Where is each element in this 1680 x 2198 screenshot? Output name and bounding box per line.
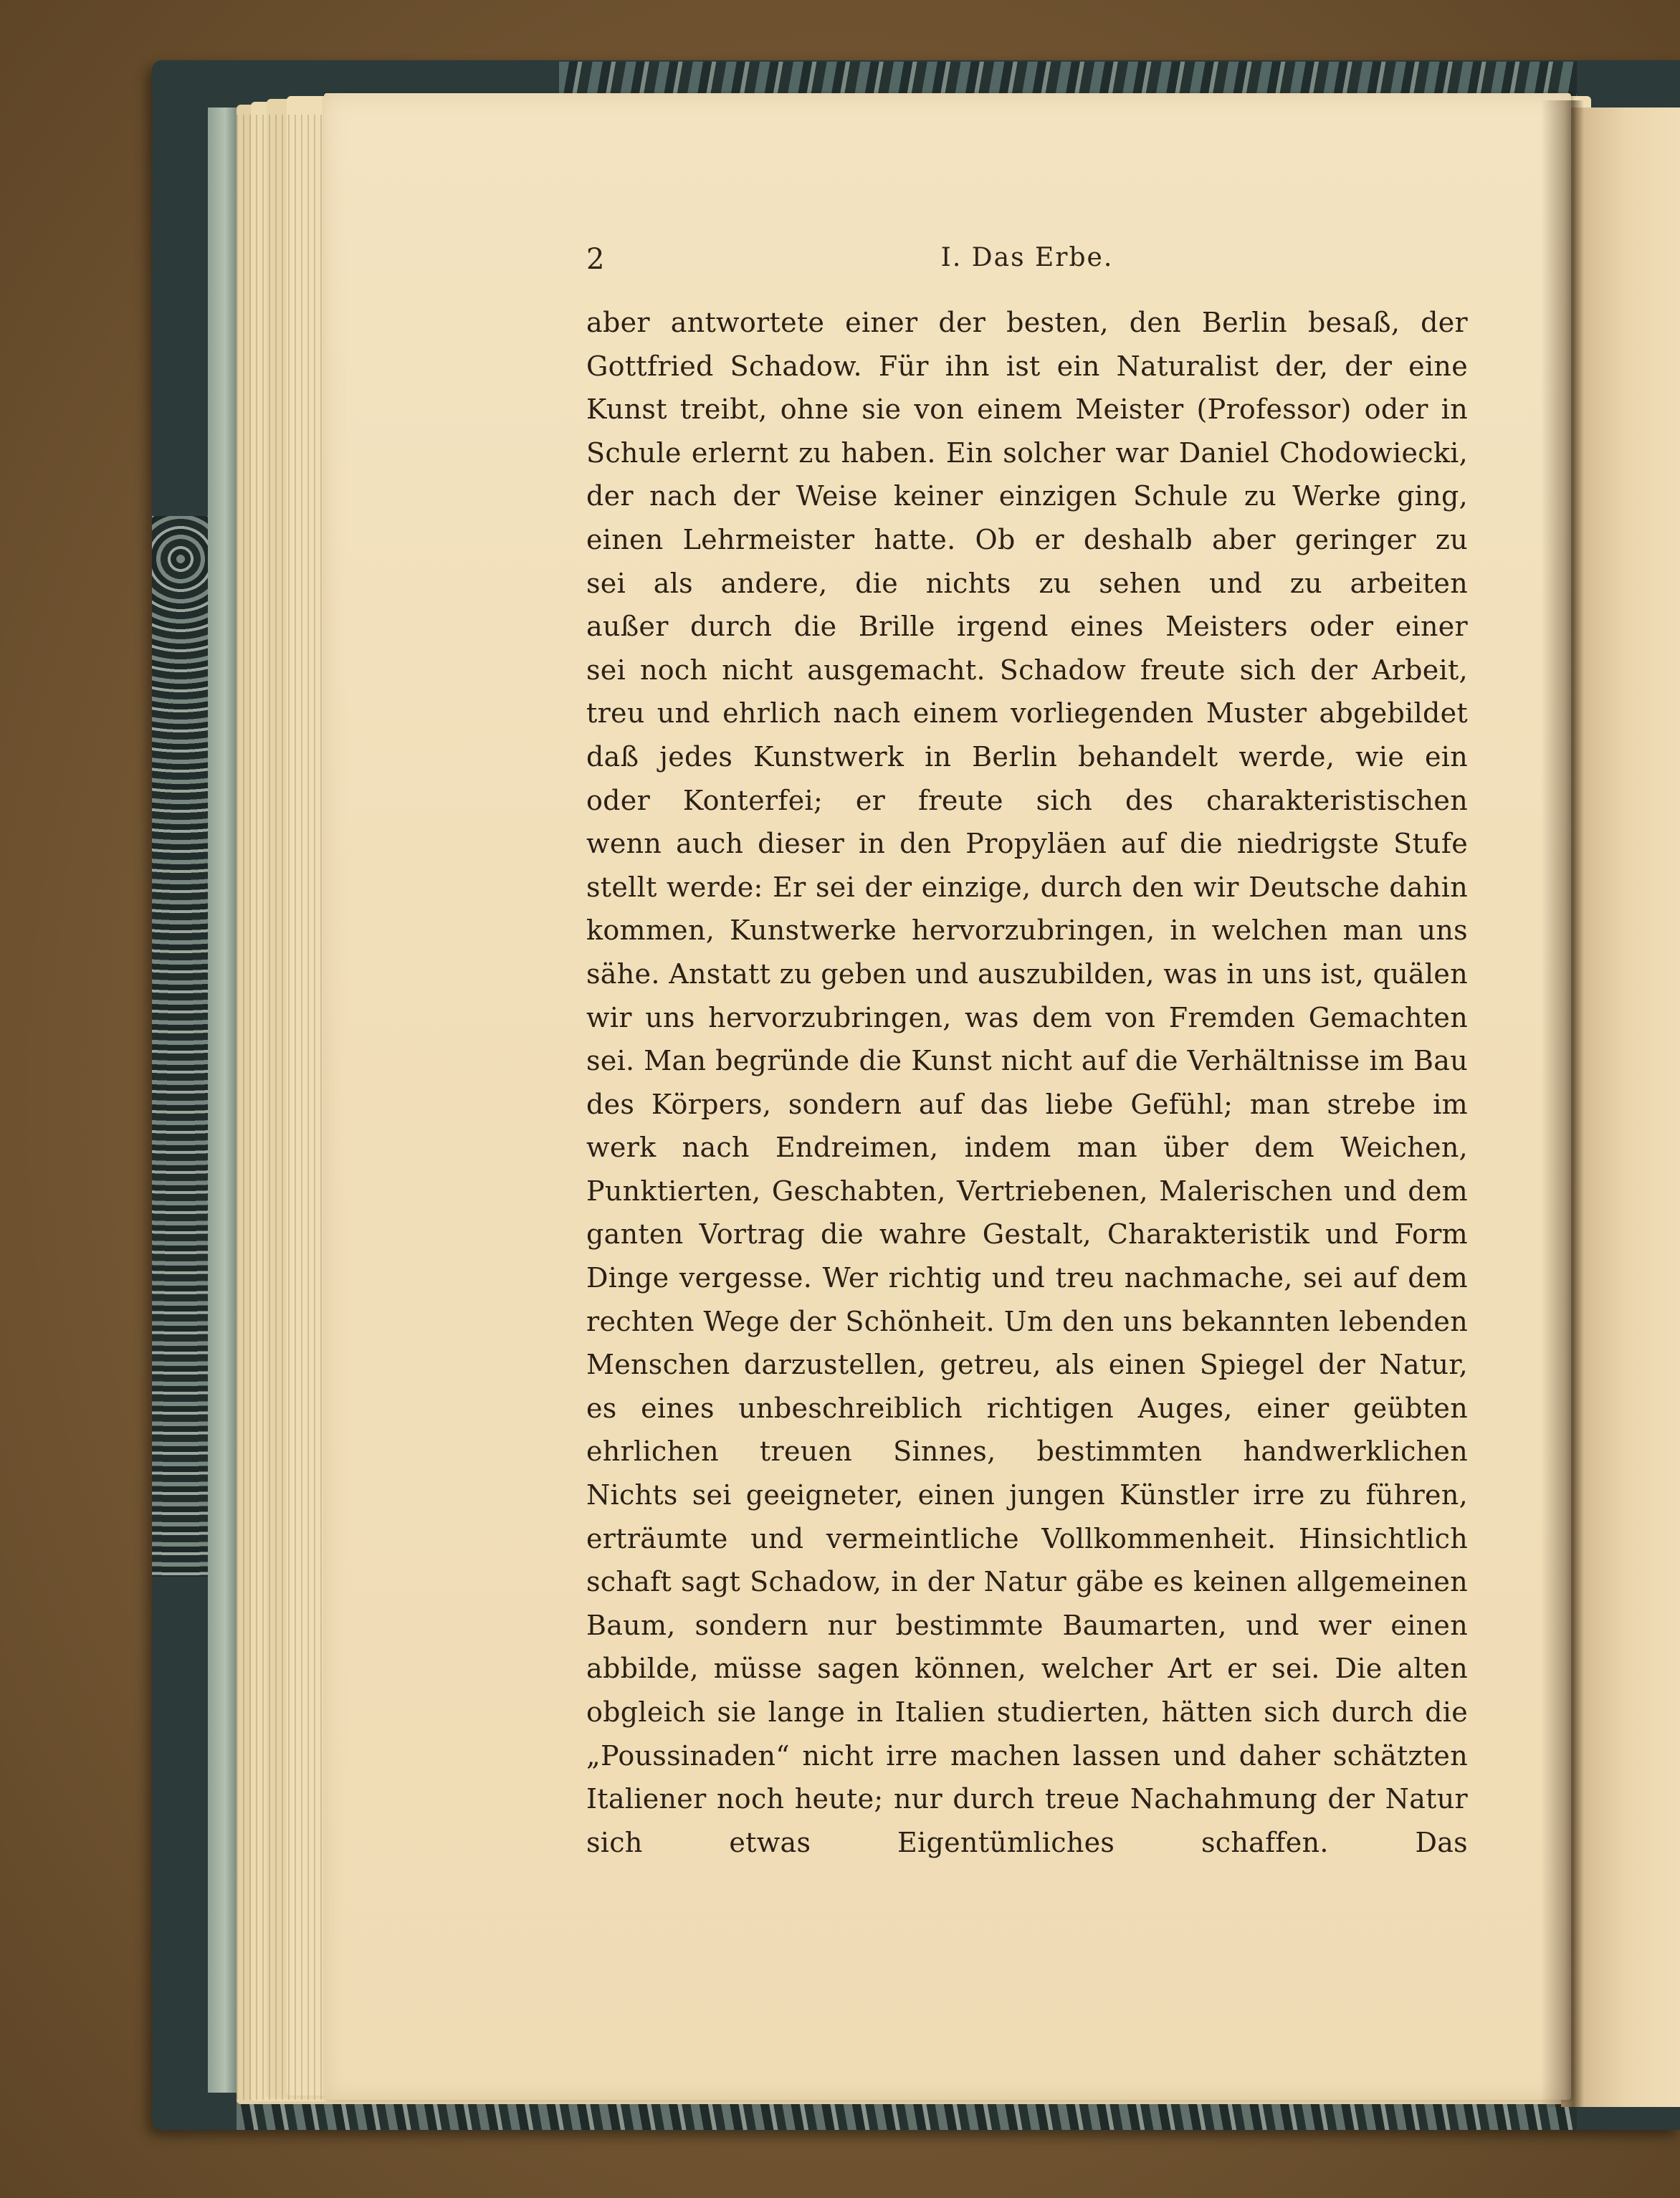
text-line xyxy=(586,1517,1468,1561)
text-line xyxy=(586,692,1468,735)
text-line-content: abbilde, müsse sagen können, welcher Art er sei. Die alten xyxy=(586,1653,1468,1685)
text-line-content: sei als andere, die nichts zu sehen und zu arbeiten xyxy=(586,567,1468,599)
text-line-content: ganten Vortrag die wahre Gestalt, Charakteristik und Form xyxy=(586,1218,1468,1251)
text-line-content: Gottfried Schadow. Für ihn ist ein Naturalist der, der eine xyxy=(586,350,1468,382)
text-line-content: treu und ehrlich nach einem vorliegenden Muster abgebildet xyxy=(586,697,1468,730)
text-line-content: oder Konterfei; er freute sich des charakteristischen xyxy=(586,784,1468,816)
text-line-content: Menschen darzustellen, getreu, als einen Spiegel der Natur, xyxy=(586,1349,1468,1381)
text-line xyxy=(586,518,1468,562)
text-line xyxy=(586,952,1468,996)
text-line-content: einen Lehrmeister hatte. Ob er deshalb aber geringer zu xyxy=(586,523,1468,555)
text-line xyxy=(586,388,1468,431)
text-line-content: außer durch die Brille irgend eines Meisters oder einer xyxy=(586,611,1468,643)
text-line-content: kommen, Kunstwerke hervorzubringen, in welchen man uns xyxy=(586,914,1468,947)
chapter-title: I. Das Erbe. xyxy=(940,243,1114,272)
text-line xyxy=(586,1560,1468,1604)
text-line xyxy=(586,1387,1468,1430)
text-line-content: wenn auch dieser in den Propyläen auf die niedrigste Stufe xyxy=(586,828,1468,860)
text-line-content: sei. Man begründe die Kunst nicht auf die Verhältnisse im Bau xyxy=(586,1045,1468,1077)
text-line-content: es eines unbeschreiblich richtigen Auges, einer geübten xyxy=(586,1392,1468,1424)
text-line xyxy=(586,649,1468,692)
text-line-content: Schule erlernt zu haben. Ein solcher war Daniel Chodowiecki, xyxy=(586,436,1468,469)
text-line xyxy=(586,345,1468,388)
text-line-content: Baum, sondern nur bestimmte Baumarten, und wer einen xyxy=(586,1609,1468,1641)
text-line xyxy=(586,1039,1468,1083)
text-line xyxy=(586,1300,1468,1344)
text-line xyxy=(586,1604,1468,1648)
text-line xyxy=(586,1734,1468,1778)
text-line xyxy=(586,735,1468,779)
page-gutter-shadow xyxy=(1541,100,1584,2107)
text-line xyxy=(586,301,1468,345)
text-line-content: Kunst treibt, ohne sie von einem Meister (Professor) oder in xyxy=(586,393,1468,426)
text-line xyxy=(586,1647,1468,1691)
page-edge-lines xyxy=(237,115,330,2100)
page-number: 2 xyxy=(586,243,605,276)
text-line xyxy=(586,909,1468,952)
text-line-content: Dinge vergesse. Wer richtig und treu nachmache, sei auf dem xyxy=(586,1262,1468,1294)
text-line xyxy=(586,1821,1468,1865)
text-line-content: Italiener noch heute; nur durch treue Nachahmung der Natur xyxy=(586,1783,1468,1815)
text-line xyxy=(586,1343,1468,1387)
text-line-content: werk nach Endreimen, indem man über dem Weichen, xyxy=(586,1132,1468,1164)
text-line-content: des Körpers, sondern auf das liebe Gefühl; man strebe im xyxy=(586,1088,1468,1120)
text-line-content: rechten Wege der Schönheit. Um den uns bekannten lebenden xyxy=(586,1305,1468,1337)
text-line-content: sei noch nicht ausgemacht. Schadow freute sich der Arbeit, xyxy=(586,654,1468,686)
text-line xyxy=(586,1213,1468,1256)
text-line-content: der nach der Weise keiner einzigen Schule zu Werke ging, xyxy=(586,480,1468,512)
text-line-content: sähe. Anstatt zu geben und auszubilden, was in uns ist, quälen xyxy=(586,957,1468,990)
text-line xyxy=(586,1691,1468,1734)
text-line-content: schaft sagt Schadow, in der Natur gäbe es keinen allgemeinen xyxy=(586,1566,1468,1598)
text-line xyxy=(586,822,1468,866)
text-line-content: Punktierten, Geschabten, Vertriebenen, Malerischen und dem xyxy=(586,1175,1468,1207)
text-line xyxy=(586,779,1468,823)
body-text xyxy=(586,301,1468,1864)
text-line xyxy=(586,474,1468,518)
text-line xyxy=(586,1473,1468,1517)
text-line-content: stellt werde: Er sei der einzige, durch den wir Deutsche dahin xyxy=(586,871,1468,903)
text-line-content: ehrlichen treuen Sinnes, bestimmten handwerklichen xyxy=(586,1435,1468,1468)
spine-endpaper-strip xyxy=(208,107,237,2093)
text-line xyxy=(586,1430,1468,1473)
text-line-content: sich etwas Eigentümliches schaffen. Das xyxy=(586,1826,1468,1858)
text-line-content: Nichts sei geeigneter, einen jungen Künstler irre zu führen, xyxy=(586,1479,1468,1511)
text-line-content: obgleich sie lange in Italien studierten, hätten sich durch die xyxy=(586,1696,1468,1728)
text-line-content: daß jedes Kunstwerk in Berlin behandelt werde, wie ein xyxy=(586,740,1468,773)
text-line-content: „Poussinaden“ nicht irre machen lassen und daher schätzten xyxy=(586,1739,1468,1772)
text-line xyxy=(586,996,1468,1040)
text-line-content: aber antwortete einer der besten, den Berlin besaß, der xyxy=(586,307,1468,338)
text-line-content: erträumte und vermeintliche Vollkommenheit. Hinsichtlich xyxy=(586,1522,1468,1554)
text-line xyxy=(586,1170,1468,1213)
text-line xyxy=(586,562,1468,606)
running-head xyxy=(586,239,1468,282)
text-line xyxy=(586,431,1468,475)
text-line xyxy=(586,1256,1468,1300)
text-line xyxy=(586,1083,1468,1127)
text-line xyxy=(586,605,1468,649)
text-line-content: wir uns hervorzubringen, was dem von Fremden Gemachten xyxy=(586,1001,1468,1033)
text-line xyxy=(586,1126,1468,1170)
text-line xyxy=(586,1777,1468,1821)
text-line xyxy=(586,866,1468,909)
